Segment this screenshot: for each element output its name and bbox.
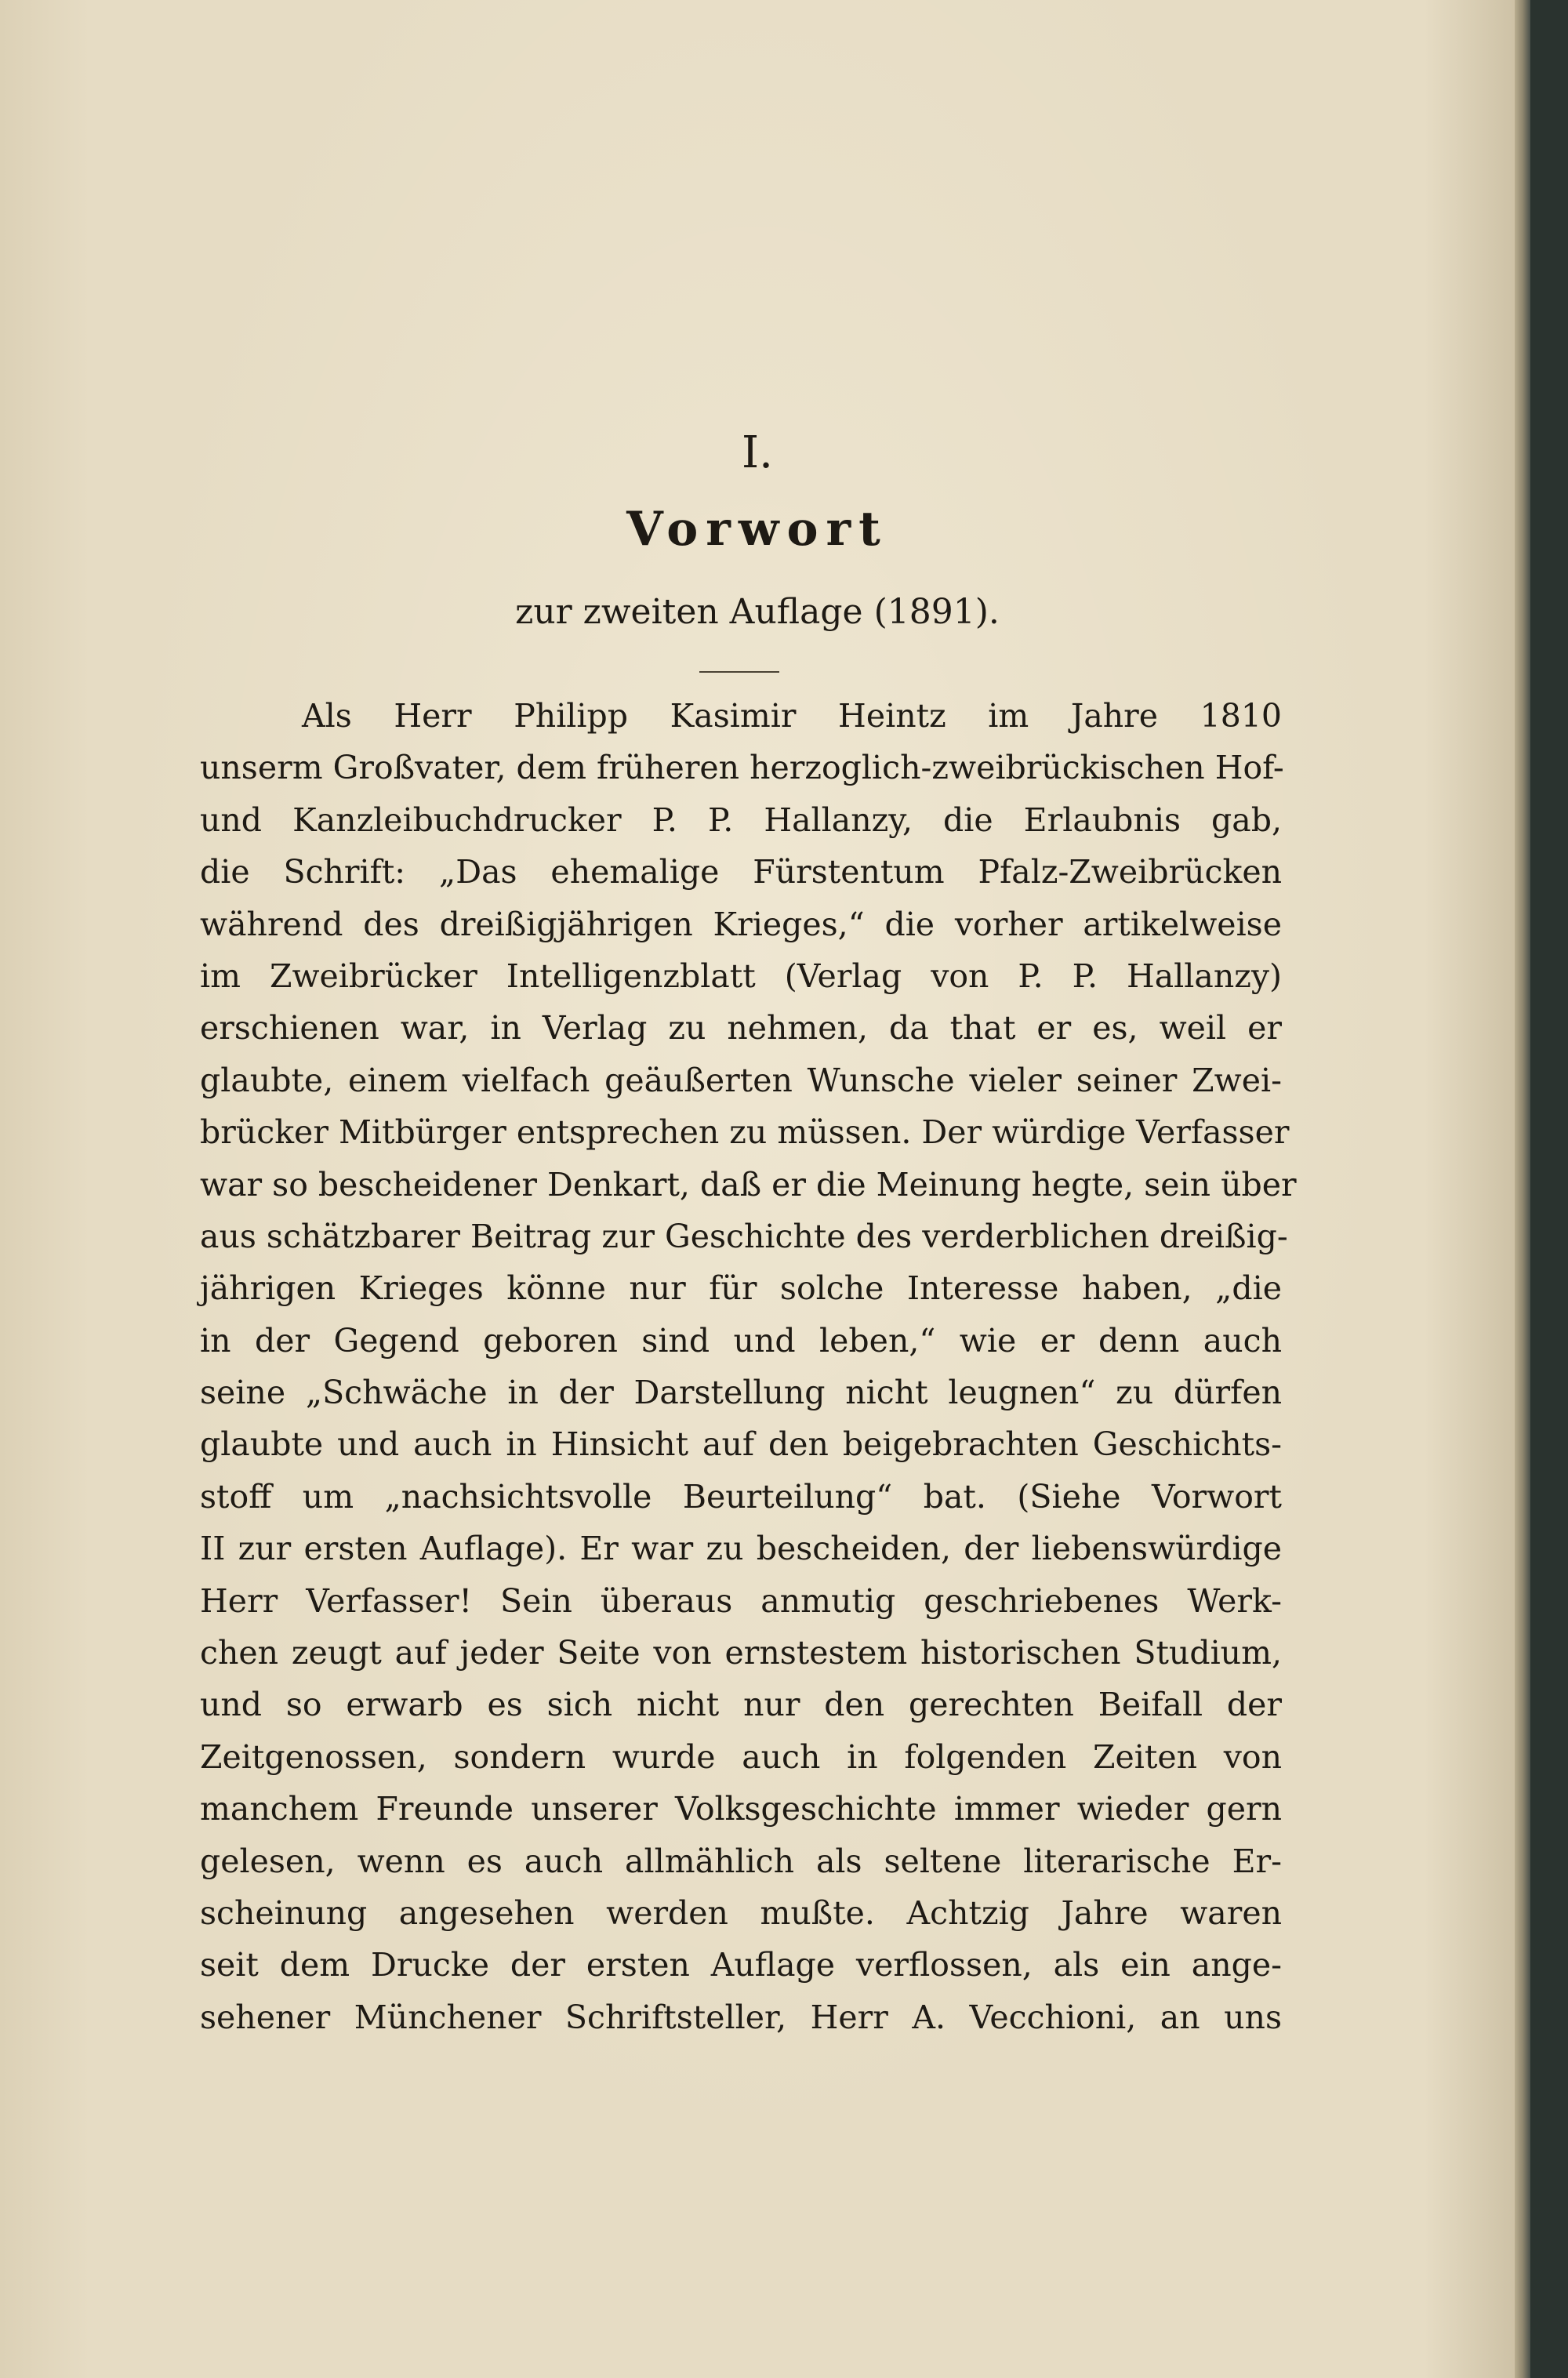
text-line: glaubte und auch in Hinsicht auf den beigebrachten Geschichts-	[200, 1425, 1282, 1464]
text-line: glaubte, einem vielfach geäußerten Wunsche vieler seiner Zwei-	[200, 1061, 1282, 1099]
title-rule	[699, 671, 779, 673]
text-line: seit dem Drucke der ersten Auflage verflossen, als ein ange-	[200, 1946, 1282, 1984]
text-line: brücker Mitbürger entsprechen zu müssen. Der würdige Verfasser	[200, 1113, 1290, 1152]
text-line: Als Herr Philipp Kasimir Heintz im Jahre 1810	[302, 697, 1282, 735]
chapter-number: I.	[742, 427, 773, 478]
text-line: Zeitgenossen, sondern wurde auch in folgenden Zeiten von	[200, 1737, 1282, 1776]
text-line: aus schätzbarer Beitrag zur Geschichte des verderblichen dreißig-	[200, 1217, 1288, 1255]
text-line: II zur ersten Auflage). Er war zu bescheiden, der liebenswürdige	[200, 1530, 1282, 1568]
page-edge	[1515, 0, 1530, 2378]
text-line: sehener Münchener Schriftsteller, Herr A. Vecchioni, an uns	[200, 1998, 1282, 2036]
chapter-title: Vorwort	[626, 502, 888, 557]
text-line: erschienen war, in Verlag zu nehmen, da that er es, weil er	[200, 1009, 1282, 1047]
text-line: jährigen Krieges könne nur für solche Interesse haben, „die	[200, 1269, 1282, 1308]
text-line: und so erwarb es sich nicht nur den gerechten Beifall der	[200, 1686, 1282, 1724]
chapter-subtitle: zur zweiten Auflage (1891).	[515, 592, 1000, 632]
text-line: scheinung angesehen werden mußte. Achtzig Jahre waren	[200, 1893, 1282, 1932]
book-cover	[1530, 0, 1568, 2378]
text-line: während des dreißigjährigen Krieges,“ die vorher artikelweise	[200, 905, 1282, 943]
text-line: und Kanzleibuchdrucker P. P. Hallanzy, die Erlaubnis gab,	[200, 801, 1282, 839]
text-line: die Schrift: „Das ehemalige Fürstentum Pfalz-Zweibrücken	[200, 853, 1282, 891]
text-line: gelesen, wenn es auch allmählich als seltene literarische Er-	[200, 1842, 1282, 1880]
text-line: manchem Freunde unserer Volksgeschichte immer wieder gern	[200, 1790, 1282, 1828]
text-line: chen zeugt auf jeder Seite von ernstestem historischen Studium,	[200, 1634, 1282, 1672]
body-text	[200, 690, 1297, 2043]
text-line: unserm Großvater, dem früheren herzoglich-zweibrückischen Hof-	[200, 749, 1284, 787]
text-line: Herr Verfasser! Sein überaus anmutig geschriebenes Werk-	[200, 1581, 1282, 1620]
text-line: seine „Schwäche in der Darstellung nicht leugnen“ zu dürfen	[200, 1374, 1282, 1412]
text-line: stoff um „nachsichtsvolle Beurteilung“ bat. (Siehe Vorwort	[200, 1477, 1282, 1516]
text-line: war so bescheidener Denkart, daß er die Meinung hegte, sein über	[200, 1165, 1297, 1204]
text-line: in der Gegend geboren sind und leben,“ wie er denn auch	[200, 1321, 1282, 1360]
text-line: im Zweibrücker Intelligenzblatt (Verlag von P. P. Hallanzy)	[200, 957, 1282, 995]
